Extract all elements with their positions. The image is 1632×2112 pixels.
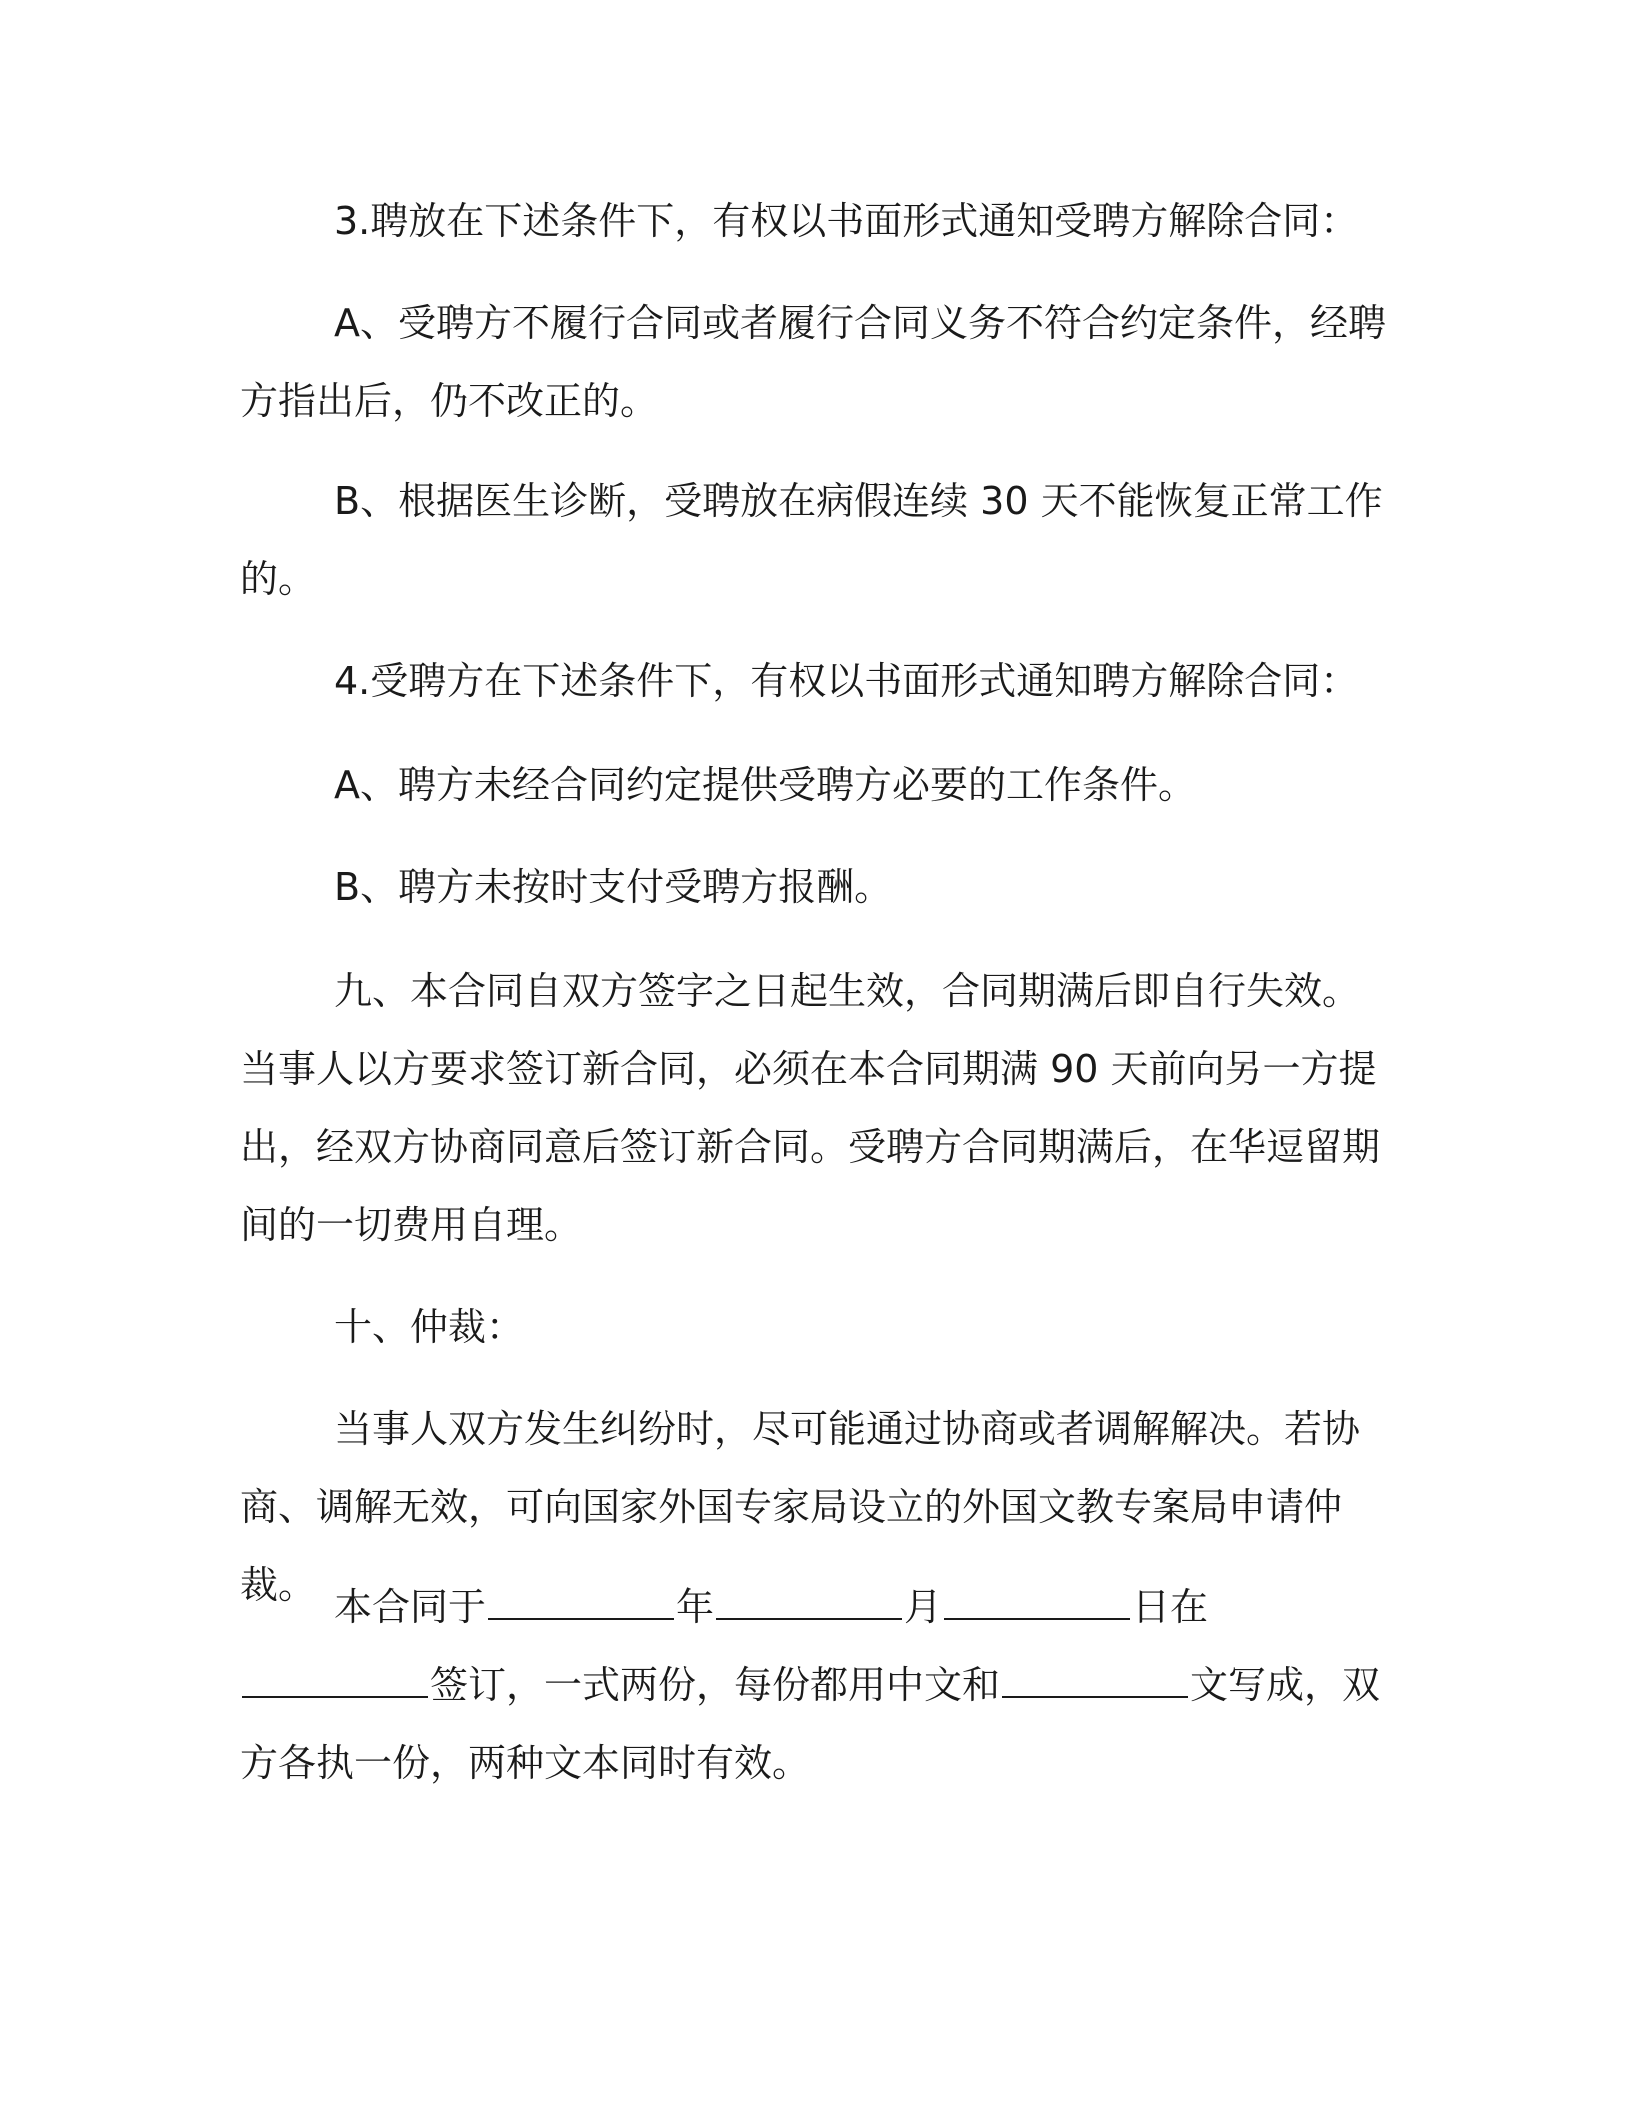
closing-statement [240, 1568, 1390, 1802]
clause-3a: A、受聘方不履行合同或者履行合同义务不符合约定条件，经聘方指出后，仍不改正的。 [240, 301, 1386, 423]
closing-part-2: 年 [676, 1585, 715, 1629]
closing-part-3: 月 [904, 1585, 943, 1629]
month-blank [716, 1584, 902, 1620]
day-blank [944, 1584, 1130, 1620]
closing-part-6: 文写成，双方各执一份，两种文本同时有效。 [240, 1663, 1381, 1785]
closing-part-5: 签订，一式两份，每份都用中文和 [430, 1663, 1001, 1707]
section-10-heading: 十、仲裁： [334, 1305, 525, 1349]
clause-4a: A、聘方未经合同约定提供受聘方必要的工作条件。 [334, 763, 1196, 807]
clause-4: 4.受聘方在下述条件下，有权以书面形式通知聘方解除合同： [334, 659, 1359, 703]
section-9: 九、本合同自双方签字之日起生效，合同期满后即自行失效。当事人以方要求签订新合同，必须在本合同期满 90 天前向另一方提出，经双方协商同意后签订新合同。受聘方合同期满后，在华逗留期间的一切费用自理。 [240, 969, 1381, 1247]
closing-part-1: 本合同于 [334, 1585, 487, 1629]
clause-4b: B、聘方未按时支付受聘方报酬。 [334, 865, 893, 909]
arbitration-text: 当事人双方发生纠纷时，尽可能通过协商或者调解解决。若协商、调解无效，可向国家外国专家局设立的外国文教专案局申请仲裁。 [240, 1407, 1361, 1607]
clause-3b: B、根据医生诊断，受聘放在病假连续 30 天不能恢复正常工作的。 [240, 479, 1383, 601]
language-blank [1002, 1662, 1188, 1698]
place-blank [242, 1662, 428, 1698]
year-blank [488, 1584, 674, 1620]
closing-part-4: 日在 [1132, 1585, 1209, 1629]
clause-3: 3.聘放在下述条件下，有权以书面形式通知受聘方解除合同： [334, 199, 1359, 243]
